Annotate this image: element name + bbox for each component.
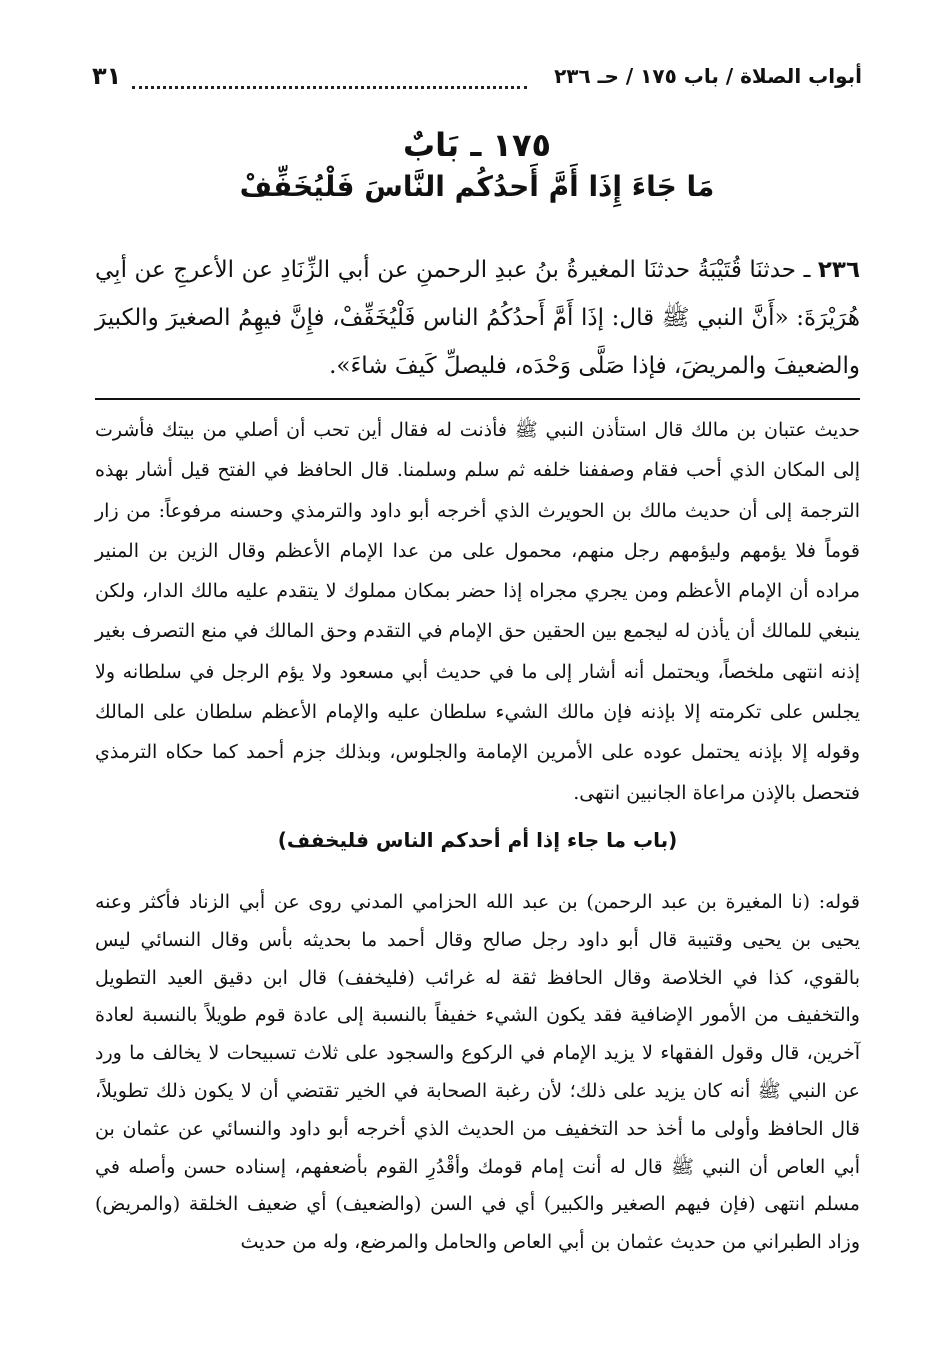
header-dot-leader — [132, 86, 527, 89]
commentary-top — [95, 410, 860, 813]
running-title: أبواب الصلاة / باب ١٧٥ / حـ ٢٣٦ — [554, 64, 862, 88]
commentary-top-text: حديث عتبان بن مالك قال استأذن النبي ﷺ فأذنت له فقال أين تحب أن أصلي من بيتك فأشرت إلى المكان الذي أحب فقام وصففنا خلفه ثم سلم وسلمنا. قال الحافظ في الفتح قيل أشار بهذه الترجمة إلى أن حديث مالك بن الحويرث الذي أخرجه أبو داود والترمذي وحسنه مرفوعاً: من زار قوماً فلا يؤمهم وليؤمهم رجل منهم، محمول على من عدا الإمام الأعظم وقال الزين بن المنير مراده أن الإمام الأعظم ومن يجري مجراه إذا حضر بمكان مملوك لا يتقدم عليه مالك الدار، ولكن ينبغي للمالك أن يأذن له ليجمع بين الحقين حق الإمام في التقدم وحق المالك في منع التصرف بغير إذنه انتهى ملخصاً، ويحتمل أنه أشار إلى ما في حديث أبي مسعود ولا يؤم الرجل في سلطانه ولا يجلس على تكرمته إلا بإذنه فإن مالك الشيء سلطان عليه والإمام الأعظم سلطان على المالك وقوله إلا بإذنه يحتمل عوده على الأمرين الإمامة والجلوس، وبذلك جزم أحمد كما حكاه الترمذي فتحصل بالإذن مراعاة الجانبين انتهى. — [95, 419, 860, 804]
chapter-title: مَا جَاءَ إِذَا أَمَّ أَحدُكُم النَّاسَ فَلْيُخَفِّفْ — [239, 170, 715, 203]
hadith-number: ٢٣٦ — [817, 257, 860, 283]
commentary-bottom-text: قوله: (نا المغيرة بن عبد الرحمن) بن عبد الله الحزامي المدني روى عن أبي الزناد فأكثر وعنه يحيى بن يحيى وقتيبة قال أبو داود رجل صالح وقال أحمد ما بحديثه بأس وقال النسائي ليس بالقوي، كذا في الخلاصة وقال الحافظ ثقة له غرائب (فليخفف) قال ابن دقيق العيد التطويل والتخفيف من الأمور الإضافية فقد يكون الشيء خفيفاً بالنسبة إلى عادة قوم طويلاً بالنسبة لعادة آخرين، قال وقول الفقهاء لا يزيد الإمام في الركوع والسجود على ثلاث تسبيحات لا يخالف ما ورد عن النبي ﷺ أنه كان يزيد على ذلك؛ لأن رغبة الصحابة في الخير تقتضي أن لا يكون ذلك تطويلاً، قال الحافظ وأولى ما أخذ حد التخفيف من الحديث الذي أخرجه أبو داود والنسائي عن عثمان بن أبي العاص أن النبي ﷺ قال له أنت إمام قومك وأقْدُرِ القوم بأضعفهم، إسناده حسن وأصله في مسلم انتهى (فإن فيهم الصغير والكبير) أي في السن (والضعيف) أي ضعيف الخلقة (والمريض) وزاد الطبراني من حديث عثمان بن أبي العاص والحامل والمرضع، وله من حديث — [95, 891, 860, 1254]
running-header — [92, 60, 862, 100]
hadith-text-block — [95, 246, 860, 390]
commentary-bottom — [95, 884, 860, 1262]
commentary-subheading: (باب ما جاء إذا أم أحدكم الناس فليخفف) — [277, 828, 678, 852]
chapter-number: ١٧٥ ـ بَابٌ — [403, 126, 551, 164]
hadith-text: ـ حدثنَا قُتَيْبَةُ حدثنَا المغيرةُ بنُ عبدِ الرحمنِ عن أبي الزِّنَادِ عن الأعرجِ عن أبِي هُرَيْرَةَ: «أَنَّ النبي ﷺ قال: إذَا أَمَّ أَحدُكُمُ الناس فَلْيُخَفِّفْ، فإِنَّ فيهِمُ الصغيرَ والكبيرَ والضعيفَ والمريضَ، فإذا صَلَّى وَحْدَه، فليصلِّ كَيفَ شاءَ». — [95, 257, 860, 379]
separator-rule — [95, 398, 860, 400]
page-number: ٣١ — [92, 62, 122, 90]
